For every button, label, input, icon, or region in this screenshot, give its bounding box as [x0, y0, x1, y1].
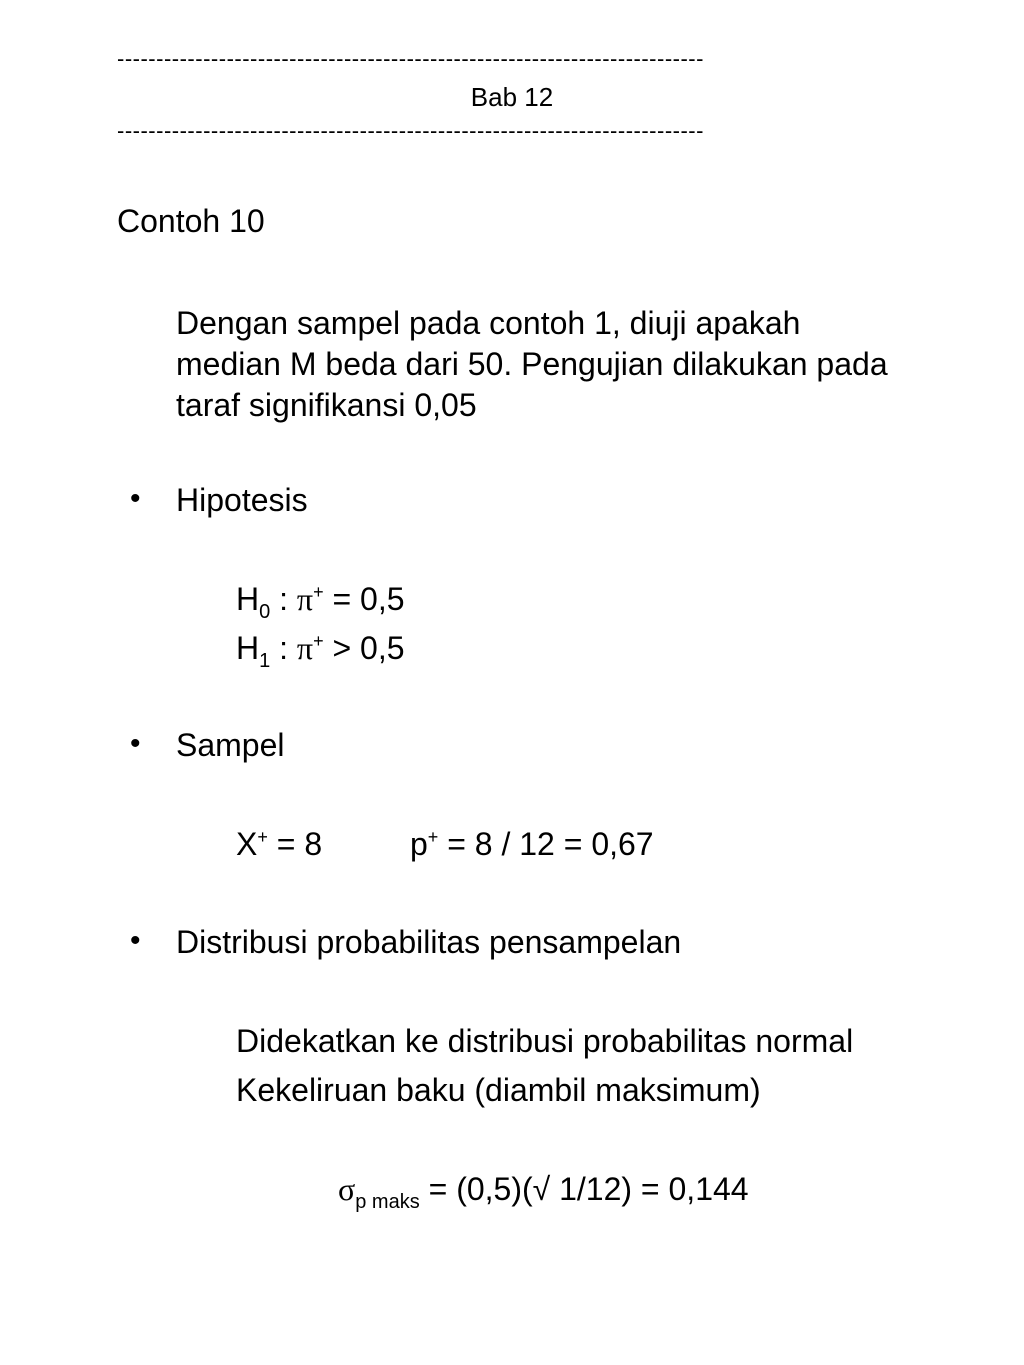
h1-colon: : — [270, 630, 297, 666]
bullet-sampel: • — [130, 727, 141, 760]
distribution-line-1: Didekatkan ke distribusi probabilitas normal — [236, 1023, 854, 1059]
intro-line-3: taraf signifikansi 0,05 — [176, 387, 477, 423]
p-value: = 8 / 12 = 0,67 — [438, 826, 654, 862]
bullet-hipotesis: • — [130, 482, 141, 515]
p-letter: p — [410, 826, 428, 862]
intro-line-2: median M beda dari 50. Pengujian dilakukan pada — [176, 346, 888, 382]
x-value: = 8 — [267, 826, 323, 862]
heading-hipotesis: Hipotesis — [176, 482, 308, 518]
sigma-subscript: p maks — [355, 1191, 420, 1213]
h1-subscript: 1 — [259, 650, 271, 672]
h0-letter: H — [236, 581, 260, 617]
h1-value: > 0,5 — [323, 630, 405, 666]
h0-subscript: 0 — [259, 601, 271, 623]
heading-distribusi: Distribusi probabilitas pensampelan — [176, 924, 682, 960]
bullet-distribusi: • — [130, 924, 141, 957]
h0-value: = 0,5 — [323, 581, 405, 617]
hypothesis-h1 — [236, 630, 405, 672]
h1-plus-superscript: + — [313, 631, 324, 651]
p-plus-superscript: + — [427, 827, 439, 847]
h0-colon: : — [270, 581, 297, 617]
hypothesis-h0 — [236, 581, 405, 623]
sample-p-plus — [410, 826, 654, 863]
intro-paragraph — [176, 303, 956, 426]
sample-x-plus — [236, 826, 322, 863]
sigma-symbol: σ — [338, 1171, 356, 1207]
h1-pi-symbol: π — [296, 630, 314, 666]
heading-sampel: Sampel — [176, 727, 285, 763]
h0-pi-symbol: π — [296, 581, 314, 617]
intro-line-1: Dengan sampel pada contoh 1, diuji apakah — [176, 305, 801, 341]
header-rule-top: --------------------------------------------------------------------------- — [117, 46, 704, 71]
x-plus-superscript: + — [257, 827, 268, 847]
chapter-title: Bab 12 — [470, 82, 554, 112]
h0-plus-superscript: + — [313, 582, 324, 602]
standard-error-formula — [338, 1171, 749, 1213]
example-title: Contoh 10 — [117, 203, 265, 239]
distribution-line-2: Kekeliruan baku (diambil maksimum) — [236, 1072, 761, 1108]
x-letter: X — [236, 826, 258, 862]
header-rule-bottom: --------------------------------------------------------------------------- — [117, 118, 704, 143]
sigma-value: = (0,5)(√ 1/12) = 0,144 — [419, 1171, 749, 1207]
h1-letter: H — [236, 630, 260, 666]
